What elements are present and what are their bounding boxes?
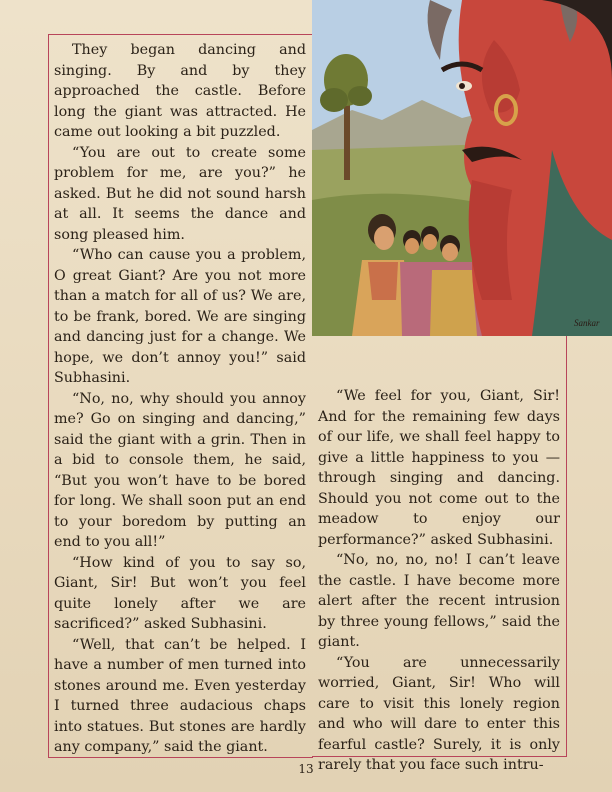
page-number: 13 [298, 762, 314, 776]
paragraph: “Well, that can’t be helped. I have a number of men turned into stones around me. Even yesterday I turned three audacious chaps into statues. But stones are hardly any company,” said the giant. [54, 636, 306, 755]
paragraph: “You are out to create some problem for me, are you?” he asked. But he did not sound harsh at all. It seems the dance and song pleased him. [54, 144, 306, 243]
paragraph: “Who can cause you a problem, O great Giant? Are you not more than a match for all of us? We are, to be frank, bored. We are singing and dancing just for a change. We hope, we don’t annoy you!” said Subhasini. [54, 247, 306, 386]
paragraph: “We feel for you, Giant, Sir! And for the remaining few days of our life, we shall feel happy to give a little happiness to you —through singing and dancing. Should you not come out to the meadow to enjoy our performance?” asked Subhasini. [318, 388, 560, 548]
paragraph: They began dancing and singing. By and by they approached the castle. Before long the giant was attracted. He came out looking a bit puzzled. [54, 42, 306, 140]
right-column-text [318, 386, 560, 776]
artist-signature: Sankar [574, 318, 600, 328]
paragraph: “You are unnecessarily worried, Giant, Sir! Who will care to visit this lonely region and who will dare to enter this fearful castle? Surely, it is only rarely that you face such intru- [318, 654, 560, 773]
paragraph: “No, no, why should you annoy me? Go on singing and dancing,” said the giant with a grin. Then in a bid to console them, he said, “But you won’t have to be bored for long. We shall soon put an end to your boredom by putting an end to you all!” [54, 390, 306, 550]
story-illustration [312, 0, 612, 336]
paragraph: “How kind of you to say so, Giant, Sir! But won’t you feel quite lonely after we are sacrificed?” asked Subhasini. [54, 554, 306, 632]
paragraph: “No, no, no, no! I can’t leave the castle. I have become more alert after the recent intrusion by three young fellows,” said the giant. [318, 552, 560, 650]
left-column-text [54, 40, 306, 758]
